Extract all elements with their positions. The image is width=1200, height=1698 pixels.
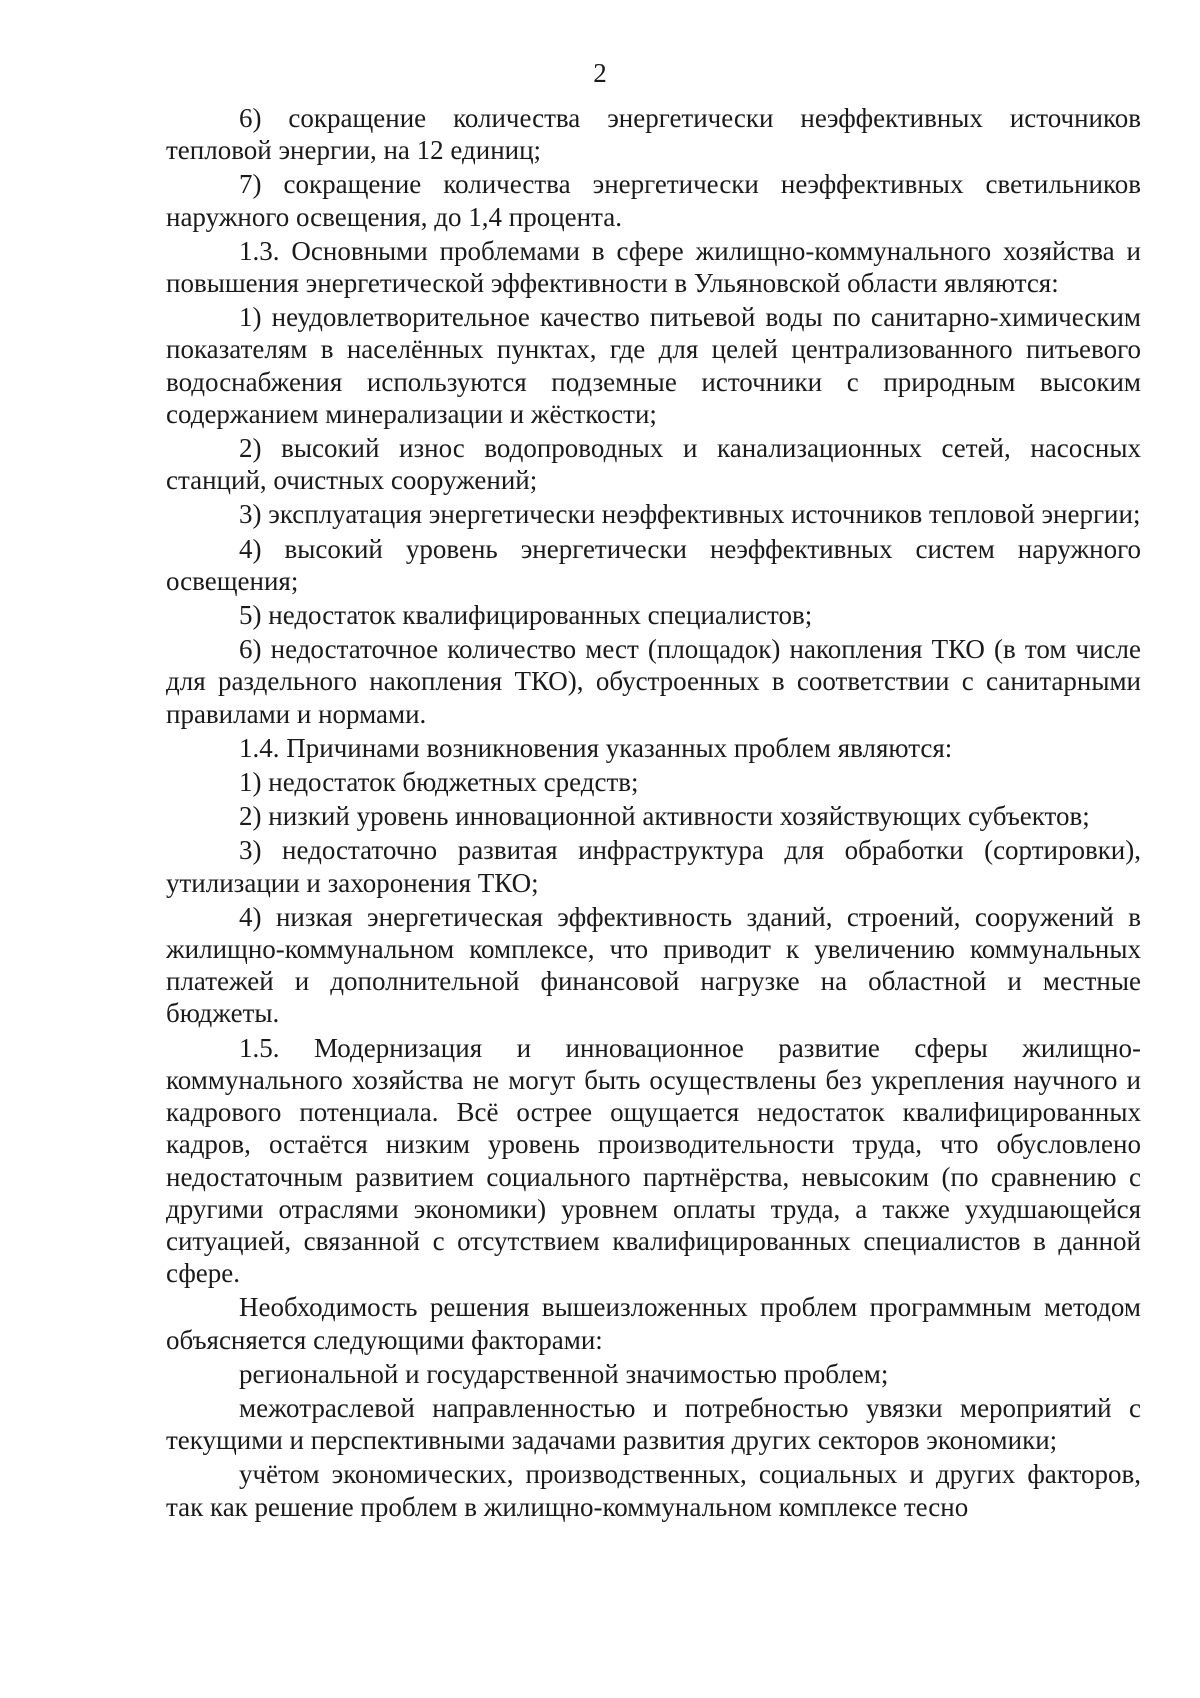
paragraph-problem-6: 6) недостаточное количество мест (площадок) накопления ТКО (в том числе для раздельного накопления ТКО), обустроенных в соответствии с санитарными правилами и нормами. — [166, 634, 1141, 729]
paragraph-problem-5: 5) недостаток квалифицированных специалистов; — [239, 600, 813, 631]
paragraph-problem-2: 2) высокий износ водопроводных и канализационных сетей, насосных станций, очистных сооружений; — [166, 433, 1141, 496]
paragraph-factor-3: учётом экономических, производственных, социальных и других факторов, так как решение проблем в жилищно-коммунальном комплексе тесно — [166, 1459, 1141, 1522]
paragraph-cause-1: 1) недостаток бюджетных средств; — [239, 767, 639, 798]
paragraph-cause-2: 2) низкий уровень инновационной активности хозяйствующих субъектов; — [239, 801, 1090, 832]
paragraph-necessity: Необходимость решения вышеизложенных проблем программным методом объясняется следующими факторами: — [166, 1292, 1141, 1355]
paragraph-problem-4: 4) высокий уровень энергетически неэффективных систем наружного освещения; — [166, 533, 1141, 596]
paragraph-problem-3: 3) эксплуатация энергетически неэффективных источников тепловой энергии; — [239, 499, 1141, 530]
paragraph-section-1-4: 1.4. Причинами возникновения указанных проблем являются: — [239, 732, 953, 763]
paragraph-item-7: 7) сокращение количества энергетически неэффективных светильников наружного освещения, до 1,4 процента. — [166, 169, 1141, 232]
paragraph-section-1-3: 1.3. Основными проблемами в сфере жилищно-коммунального хозяйства и повышения энергетической эффективности в Ульяновской области являются: — [166, 235, 1141, 299]
paragraph-problem-1: 1) неудовлетворительное качество питьевой воды по санитарно-химическим показателям в населённых пунктах, где для целей централизованного питьевого водоснабжения используются подземные источники с природным высоким содержанием минерализации и жёсткости; — [166, 302, 1141, 429]
paragraph-factor-2: межотраслевой направленностью и потребностью увязки мероприятий с текущими и перспективными задачами развития других секторов экономики; — [166, 1392, 1141, 1456]
document-body — [166, 102, 1141, 1523]
paragraph-cause-3: 3) недостаточно развитая инфраструктура для обработки (сортировки), утилизации и захоронения ТКО; — [166, 835, 1141, 898]
paragraph-section-1-5: 1.5. Модернизация и инновационное развитие сферы жилищно-коммунального хозяйства не могут быть осуществлены без укрепления научного и кадрового потенциала. Всё острее ощущается недостаток квалифицированных кадров, остаётся низким уровень производительности труда, что обусловлено недостаточным развитием социального партнёрства, невысоким (по сравнению с другими отраслями экономики) уровнем оплаты труда, а также ухудшающейся ситуацией, связанной с отсутствием квалифицированных специалистов в данной сфере. — [166, 1032, 1141, 1289]
paragraph-factor-1: региональной и государственной значимостью проблем; — [239, 1358, 889, 1389]
paragraph-cause-4: 4) низкая энергетическая эффективность зданий, строений, сооружений в жилищно-коммунальном комплексе, что приводит к увеличению коммунальных платежей и дополнительной финансовой нагрузке на областной и местные бюджеты. — [166, 901, 1141, 1029]
paragraph-item-6: 6) сокращение количества энергетически неэффективных источников тепловой энергии, на 12 единиц; — [166, 103, 1141, 166]
page-number: 2 — [593, 58, 607, 88]
